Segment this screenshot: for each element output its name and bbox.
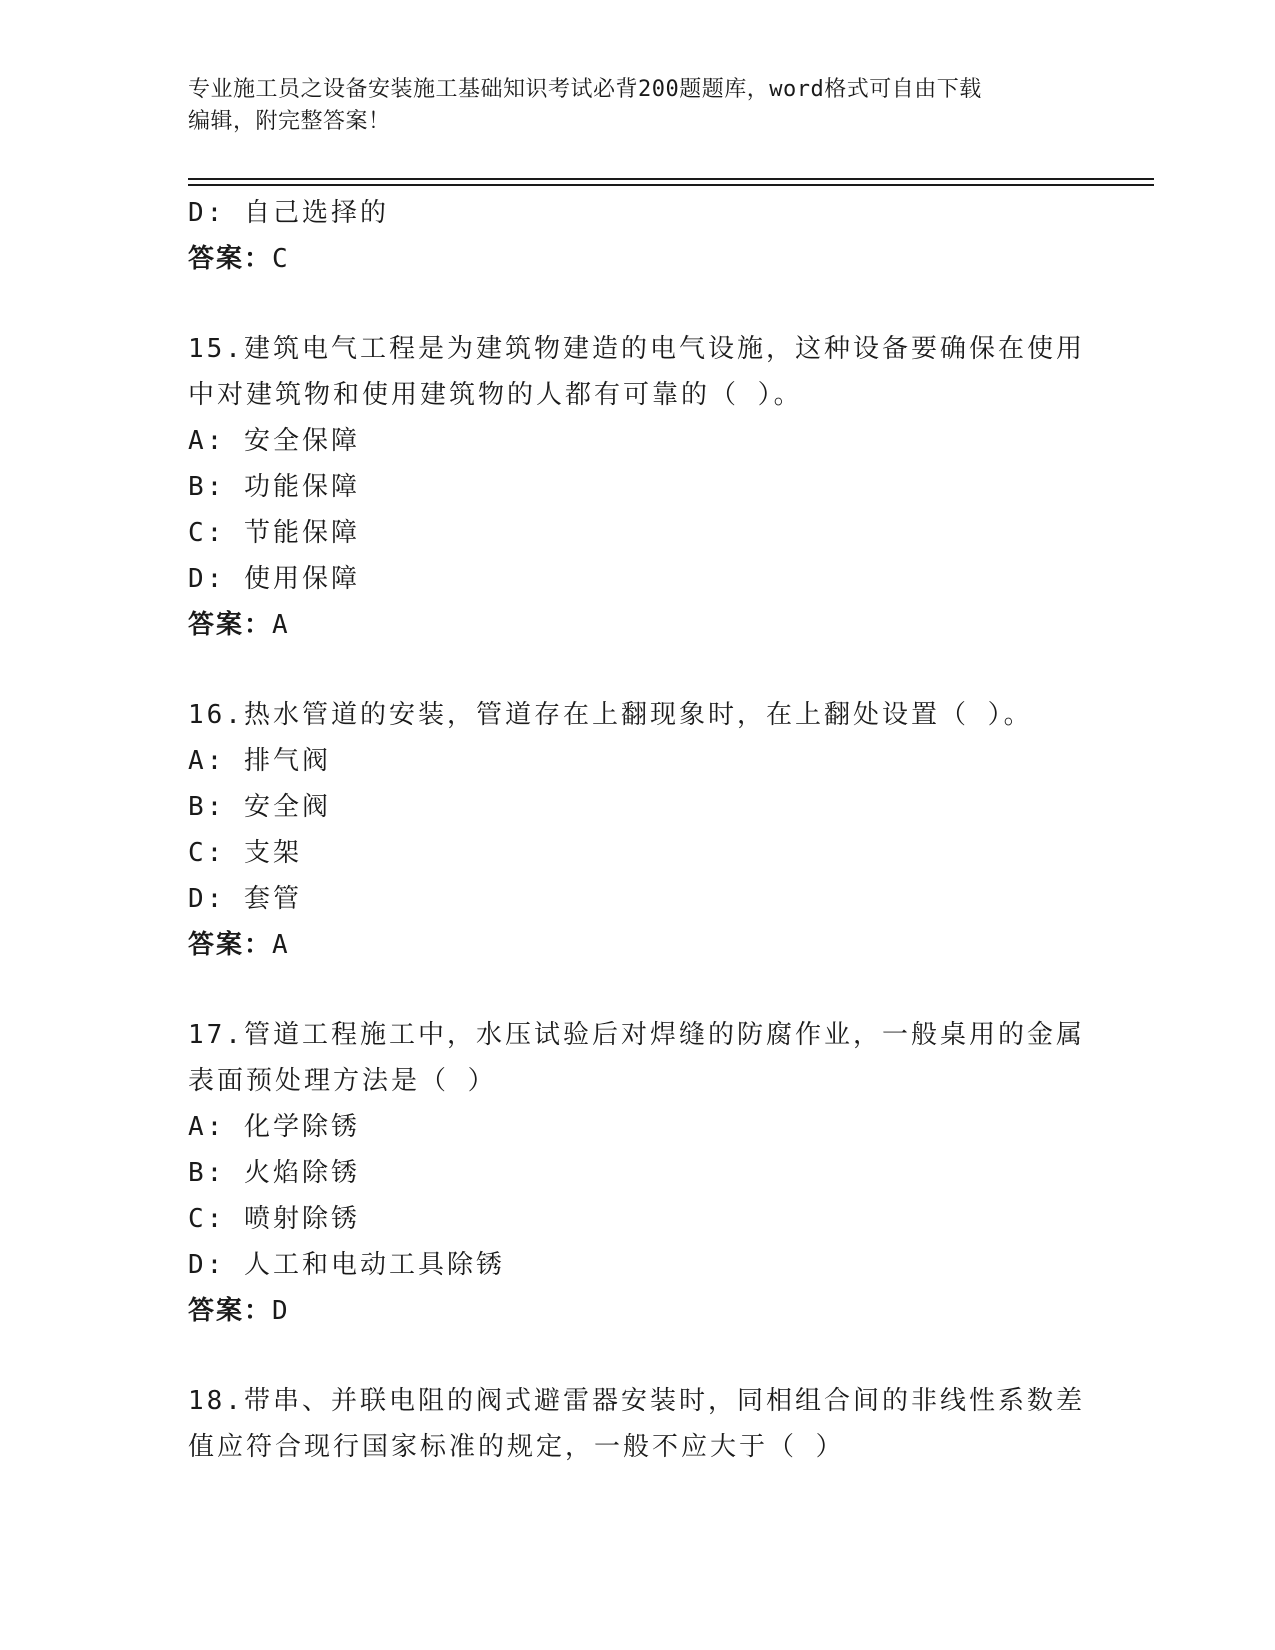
- q16-text-line-1: 16.热水管道的安装，管道存在上翻现象时，在上翻处设置（ ）。: [188, 700, 1033, 730]
- q14-option-d: D: 自己选择的: [188, 198, 389, 228]
- q17-text-line-2: 表面预处理方法是（ ）: [188, 1066, 497, 1096]
- q16-option-b: B: 安全阀: [188, 792, 331, 822]
- q15-text-line-2: 中对建筑物和使用建筑物的人都有可靠的（ ）。: [188, 380, 803, 410]
- answer-label: 答案：: [188, 610, 273, 640]
- q17-text-line-1: 17.管道工程施工中，水压试验后对焊缝的防腐作业，一般桌用的金属: [188, 1020, 1085, 1050]
- answer-value: A: [272, 930, 290, 960]
- q17-option-a: A: 化学除锈: [188, 1112, 360, 1142]
- q16-option-d: D: 套管: [188, 884, 302, 914]
- answer-label: 答案：: [188, 244, 273, 274]
- q16-option-a: A: 排气阀: [188, 746, 331, 776]
- q15-option-d: D: 使用保障: [188, 564, 360, 594]
- q17-option-c: C: 喷射除锈: [188, 1204, 360, 1234]
- answer-value: C: [272, 244, 290, 274]
- answer-label: 答案：: [188, 1296, 273, 1326]
- q16-answer: [188, 922, 1088, 968]
- question-list: [188, 190, 1088, 1470]
- q17-option-d: D: 人工和电动工具除锈: [188, 1250, 505, 1280]
- header-line-2: 编辑，附完整答案！: [188, 109, 391, 134]
- header-divider-top: [188, 178, 1154, 180]
- q15-option-b: B: 功能保障: [188, 472, 360, 502]
- q14-answer: [188, 236, 1088, 282]
- header-divider-bottom: [188, 184, 1154, 186]
- q15-option-a: A: 安全保障: [188, 426, 360, 456]
- q15-answer: [188, 602, 1088, 648]
- q16-option-c: C: 支架: [188, 838, 302, 868]
- q15-option-c: C: 节能保障: [188, 518, 360, 548]
- q18-text-line-1: 18.带串、并联电阻的阀式避雷器安装时，同相组合间的非线性系数差: [188, 1386, 1085, 1416]
- answer-value: A: [272, 610, 290, 640]
- q15-text-line-1: 15.建筑电气工程是为建筑物建造的电气设施，这种设备要确保在使用: [188, 334, 1085, 364]
- document-header: [188, 74, 1068, 138]
- q17-answer: [188, 1288, 1088, 1334]
- answer-label: 答案：: [188, 930, 273, 960]
- q17-option-b: B: 火焰除锈: [188, 1158, 360, 1188]
- header-line-1: 专业施工员之设备安装施工基础知识考试必背200题题库，word格式可自由下载: [188, 77, 982, 102]
- q18-text-line-2: 值应符合现行国家标准的规定，一般不应大于（ ）: [188, 1432, 845, 1462]
- answer-value: D: [272, 1296, 290, 1326]
